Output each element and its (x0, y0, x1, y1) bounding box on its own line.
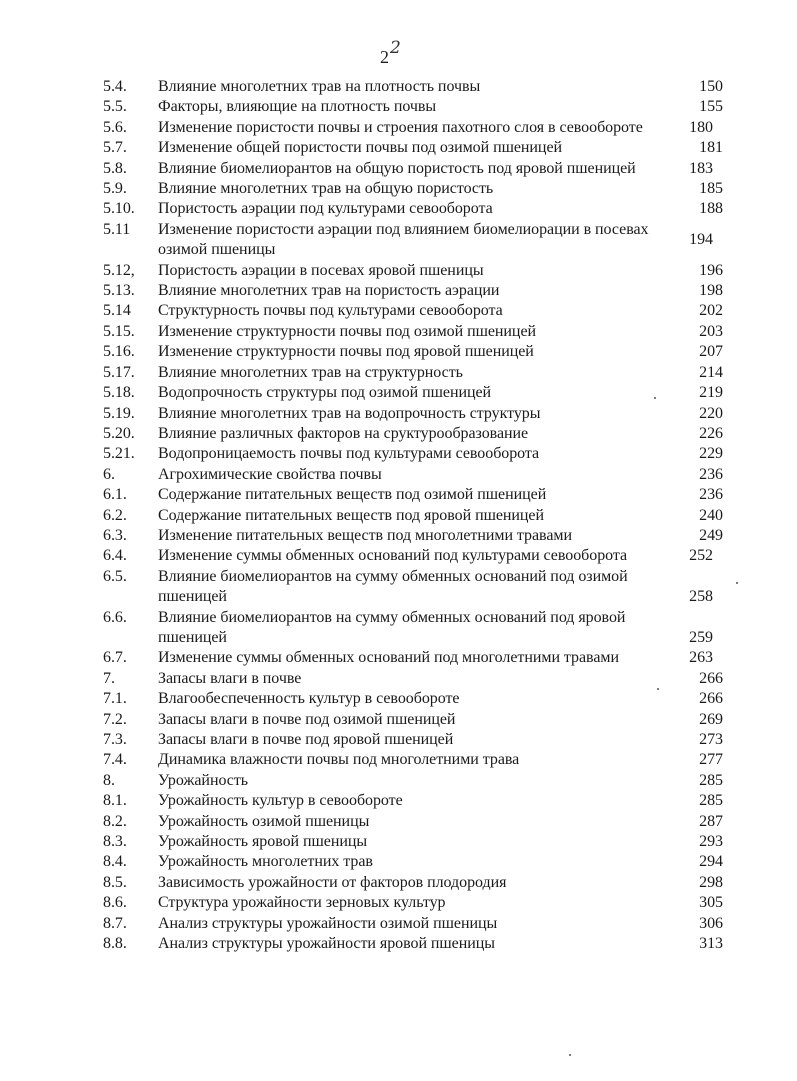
toc-entry-page: 269 (699, 710, 723, 728)
toc-entry-page: 185 (699, 180, 723, 198)
toc-entry-5-7 (103, 138, 723, 158)
toc-entry-title: Структура урожайности зерновых культур (158, 894, 446, 912)
toc-entry-6-2 (103, 506, 723, 526)
toc-entry-number: 5.4. (103, 78, 127, 95)
toc-entry-page: 259 (689, 628, 713, 646)
toc-entry-title: Урожайность озимой пшеницы (158, 812, 370, 830)
scan-artifact-dot (569, 1054, 571, 1056)
toc-entry-page: 240 (699, 506, 723, 524)
toc-entry-page: 188 (699, 200, 723, 218)
toc-entry-page: 298 (699, 873, 723, 891)
toc-entry-page: 236 (699, 465, 723, 483)
toc-entry-number: 6.4. (103, 547, 127, 565)
toc-entry-page: 180 (689, 118, 713, 136)
toc-entry-number: 7.2. (103, 710, 127, 728)
toc-entry-number: 5.11 (103, 220, 131, 238)
toc-entry-title: Водопроницаемость почвы под культурами севооборота (158, 445, 540, 463)
toc-entry-6-1 (103, 485, 723, 505)
toc-entry-6-3 (103, 526, 723, 546)
toc-entry-5-21 (103, 444, 723, 464)
toc-entry-number: 7.1. (103, 690, 127, 708)
toc-entry-title: Пористость аэрации в посевах яровой пшеницы (158, 261, 484, 279)
toc-entry-number: 8. (103, 771, 115, 789)
toc-entry-number: 5.13. (103, 282, 135, 300)
toc-entry-number: 5.8. (103, 159, 127, 177)
toc-entry-title: Структурность почвы под культурами севооборота (158, 302, 503, 320)
toc-entry-number: 7.4. (103, 751, 127, 769)
toc-entry-title: Изменение суммы обменных оснований под культурами севооборота (158, 547, 628, 565)
toc-entry-page: 249 (699, 526, 723, 544)
toc-entry-6 (103, 465, 723, 485)
toc-entry-page: 287 (699, 812, 723, 830)
toc-entry-title: Содержание питательных веществ под озимой пшеницей (158, 486, 547, 504)
toc-entry-title: Запасы влаги в почве под озимой пшеницей (158, 710, 456, 728)
toc-entry-page: 220 (699, 404, 723, 422)
toc-entry-title: Анализ структуры урожайности яровой пшеницы (158, 935, 495, 953)
toc-entry-page: 194 (689, 231, 713, 249)
toc-entry-number: 5.7. (103, 139, 127, 157)
toc-entry-page: 183 (689, 159, 713, 177)
toc-entry-page: 285 (699, 792, 723, 810)
toc-entry-8-8 (103, 934, 723, 954)
toc-entry-number: 5.6. (103, 118, 127, 136)
toc-entry-title: Урожайность (158, 771, 249, 789)
toc-entry-5-19 (103, 404, 723, 424)
toc-entry-number: 5.15. (103, 322, 135, 340)
toc-entry-title: Влияние многолетних трав на общую пористость (158, 180, 494, 198)
toc-entry-page: 263 (689, 649, 713, 667)
toc-entry-6-6 (103, 608, 723, 649)
toc-entry-title: Урожайность многолетних трав (158, 853, 373, 871)
toc-entry-page: 203 (699, 322, 723, 340)
toc-entry-5-14 (103, 301, 723, 321)
scan-artifact-dot (657, 688, 659, 690)
toc-entry-number: 5.10. (103, 200, 135, 218)
page-number (380, 38, 401, 69)
toc-entry-title: Влияние биомелиорантов на сумму обменных оснований под озимой пшеницей (158, 567, 628, 606)
toc-entry-6-5 (103, 567, 723, 608)
toc-entry-title: Влияние биомелиорантов на общую пористость под яровой пшеницей (158, 159, 636, 177)
toc-entry-8-3 (103, 832, 723, 852)
toc-entry-number: 6.7. (103, 649, 127, 667)
toc-entry-5-18 (103, 383, 723, 403)
toc-entry-page: 196 (699, 261, 723, 279)
toc-entry-5-8 (103, 159, 723, 179)
toc-entry-title: Влияние биомелиорантов на сумму обменных оснований под яровой пшеницей (158, 608, 626, 646)
toc-entry-title: Динамика влажности почвы под многолетними трава (158, 751, 520, 769)
toc-entry-title: Анализ структуры урожайности озимой пшеницы (158, 914, 498, 932)
toc-entry-title: Изменение питательных веществ под многолетними травами (158, 526, 572, 544)
toc-entry-page: 214 (699, 363, 723, 381)
toc-entry-page: 313 (699, 935, 723, 953)
toc-entry-page: 155 (699, 98, 723, 116)
toc-entry-number: 6.3. (103, 526, 127, 544)
page-number-handwritten: 2 (390, 38, 401, 58)
toc-entry-number: 8.2. (103, 812, 127, 830)
toc-entry-page: 236 (699, 486, 723, 504)
toc-entry-number: 7.3. (103, 731, 127, 748)
toc-entry-number: 6.5. (103, 567, 127, 585)
toc-entry-number: 6.1. (103, 486, 127, 504)
toc-entry-number: 8.8. (103, 935, 127, 953)
toc-entry-number: 6.6. (103, 608, 127, 626)
toc-entry-5-15 (103, 322, 723, 342)
toc-entry-number: 5.5. (103, 98, 127, 116)
toc-entry-8-4 (103, 852, 723, 872)
toc-entry-5-9 (103, 179, 723, 199)
toc-entry-title: Факторы, влияющие на плотность почвы (158, 98, 437, 116)
toc-entry-page: 305 (699, 894, 723, 912)
toc-entry-page: 229 (699, 445, 723, 463)
toc-entry-page: 277 (699, 751, 723, 769)
toc-entry-5-12 (103, 261, 723, 281)
toc-entry-7-1 (103, 689, 723, 709)
toc-entry-number: 8.5. (103, 873, 127, 891)
toc-entry-number: 5.19. (103, 404, 135, 422)
toc-entry-8 (103, 771, 723, 791)
toc-entry-title: Влияние многолетних трав на пористость аэрации (158, 282, 500, 300)
toc-entry-page: 252 (689, 547, 713, 565)
toc-entry-title: Изменение общей пористости почвы под озимой пшеницей (158, 139, 563, 157)
toc-entry-number: 5.12, (103, 261, 135, 279)
toc-entry-8-5 (103, 873, 723, 893)
toc-entry-number: 5.20. (103, 424, 135, 442)
toc-entry-title: Влагообеспеченность культур в севообороте (158, 690, 460, 708)
toc-entry-title: Пористость аэрации под культурами севооборота (158, 200, 493, 218)
toc-entry-title: Изменение суммы обменных оснований под многолетними травами (158, 649, 619, 667)
toc-entry-6-4 (103, 546, 723, 566)
toc-entry-5-20 (103, 424, 723, 444)
toc-entry-title: Изменение пористости аэрации под влиянием биомелиорации в посевах озимой пшеницы (158, 220, 649, 259)
toc-entry-number: 5.21. (103, 445, 135, 463)
toc-entry-page: 293 (699, 833, 723, 851)
toc-entry-5-6 (103, 118, 723, 138)
toc-entry-page: 219 (699, 384, 723, 402)
toc-entry-8-6 (103, 893, 723, 913)
toc-entry-5-13 (103, 281, 723, 301)
toc-entry-title: Запасы влаги в почве (158, 669, 302, 687)
toc-entry-page: 181 (699, 139, 723, 157)
toc-entry-title: Изменение пористости почвы и строения пахотного слоя в севообороте (158, 118, 643, 136)
toc-entry-title: Водопрочность структуры под озимой пшеницей (158, 384, 492, 402)
toc-entry-7-4 (103, 750, 723, 770)
toc-entry-page: 273 (699, 731, 723, 748)
toc-entry-number: 5.14 (103, 302, 131, 320)
toc-entry-page: 285 (699, 771, 723, 789)
toc-entry-number: 6. (103, 465, 115, 483)
toc-entry-5-10 (103, 199, 723, 219)
toc-entry-page: 226 (699, 424, 723, 442)
toc-entry-title: Урожайность культур в севообороте (158, 792, 403, 810)
toc-entry-number: 5.9. (103, 180, 127, 198)
toc-entry-5-11 (103, 220, 723, 261)
toc-entry-number: 6.2. (103, 506, 127, 524)
toc-entry-number: 8.6. (103, 894, 127, 912)
toc-entry-5-17 (103, 363, 723, 383)
toc-entry-title: Влияние многолетних трав на плотность почвы (158, 78, 481, 95)
toc-entry-title: Изменение структурности почвы под яровой пшеницей (158, 343, 534, 361)
toc-entry-5-4 (103, 77, 723, 97)
scan-artifact-dot (736, 582, 738, 584)
toc-entry-number: 5.16. (103, 343, 135, 361)
toc-entry-7-2 (103, 710, 723, 730)
toc-entry-title: Влияние многолетних трав на структурность (158, 363, 463, 381)
toc-entry-number: 8.7. (103, 914, 127, 932)
toc-entry-title: Изменение структурности почвы под озимой пшеницей (158, 322, 537, 340)
toc-entry-8-2 (103, 812, 723, 832)
toc-entry-number: 8.3. (103, 833, 127, 851)
toc-entry-page: 266 (699, 690, 723, 708)
toc-entry-7 (103, 669, 723, 689)
page-number-typed: 2 (380, 47, 389, 67)
scan-artifact-dot (654, 397, 656, 399)
toc-entry-page: 198 (699, 282, 723, 300)
toc-entry-title: Зависимость урожайности от факторов плодородия (158, 873, 507, 891)
toc-entry-8-7 (103, 914, 723, 934)
toc-entry-number: 7. (103, 669, 115, 687)
toc-entry-title: Запасы влаги в почве под яровой пшеницей (158, 731, 454, 748)
toc-entry-title: Урожайность яровой пшеницы (158, 833, 368, 851)
toc-entry-6-7 (103, 648, 723, 668)
toc-entry-number: 5.17. (103, 363, 135, 381)
toc-entry-title: Агрохимические свойства почвы (158, 465, 382, 483)
toc-entry-page: 207 (699, 343, 723, 361)
toc-entry-title: Содержание питательных веществ под яровой пшеницей (158, 506, 545, 524)
toc-entry-number: 5.18. (103, 384, 135, 402)
toc-entry-5-16 (103, 342, 723, 362)
toc-entry-page: 306 (699, 914, 723, 932)
toc-entry-page: 258 (689, 588, 713, 606)
toc-entry-page: 266 (699, 669, 723, 687)
toc-entry-5-5 (103, 97, 723, 117)
toc-entry-page: 150 (699, 78, 723, 95)
toc-entry-number: 8.1. (103, 792, 127, 810)
toc-entry-page: 294 (699, 853, 723, 871)
toc-entry-page: 202 (699, 302, 723, 320)
toc-entry-7-3 (103, 730, 723, 750)
toc-entry-title: Влияние различных факторов на сруктурообразование (158, 424, 529, 442)
toc-entry-title: Влияние многолетних трав на водопрочность структуры (158, 404, 541, 422)
toc-entry-number: 8.4. (103, 853, 127, 871)
table-of-contents (103, 77, 723, 954)
toc-entry-8-1 (103, 791, 723, 811)
